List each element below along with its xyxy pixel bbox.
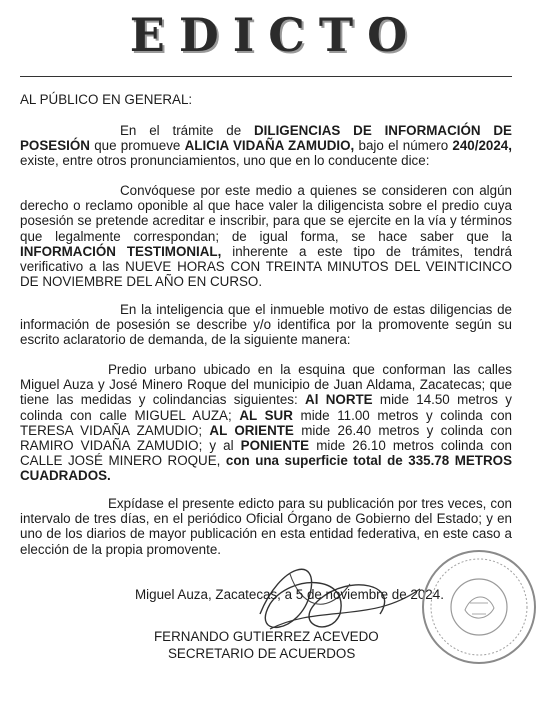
signer-title: SECRETARIO DE ACUERDOS — [168, 646, 356, 661]
signer-name: FERNANDO GUTIERREZ ACEVEDO — [154, 629, 379, 644]
paragraph-property-intro: En la inteligencia que el inmueble motivo de estas diligencias de información de posesión se describe y/o identifica por la promovente según su escrito aclaratorio de demanda, de la siguiente manera: — [20, 302, 512, 348]
testimonial-info: INFORMACIÓN TESTIMONIAL, — [20, 243, 222, 259]
official-seal-stamp — [420, 548, 538, 666]
salutation: AL PÚBLICO EN GENERAL: — [20, 92, 193, 107]
promoter-name: ALICIA VIDAÑA ZAMUDIO, — [184, 138, 355, 154]
paragraph-convocation: Convóquese por este medio a quienes se consideren con algún derecho o reclamo oponible al que hace valer la diligencista sobre el predio cuya posesión se pretende acreditar e inscribir, para que se ejercite en la vía y términos que legalmente correspondan; de igual forma, se hace saber que la INFORMACIÓN TESTIMONIAL, inherente a este tipo de trámites, tendrá verificativo a las NUEVE HORAS CON TREINTA MINUTOS DEL VEINTICINCO DE NOVIEMBRE DEL AÑO EN CURSO. — [20, 183, 512, 290]
paragraph-procedure: En el trámite de DILIGENCIAS DE INFORMACIÓN DE POSESIÓN que promueve ALICIA VIDAÑA ZAMUDIO, bajo el número 240/2024, existe, entre otros pronunciamientos, uno que en lo conducente dice: — [20, 123, 512, 169]
place-and-date: Miguel Auza, Zacatecas, a 5 de noviembre de 2024. — [135, 587, 444, 602]
procedure-name: DILIGENCIAS DE INFORMACIÓN DE POSESIÓN — [20, 123, 512, 154]
title-divider — [20, 76, 512, 77]
total-surface: con una superficie total de 335.78 METROS CUADRADOS. — [20, 453, 513, 484]
paragraph-property-description: Predio urbano ubicado en la esquina que conforman las calles Miguel Auza y José Minero Roque del municipio de Juan Aldama, Zacatecas; que tiene las medidas y colindancias siguientes: Al NORTE mide 14.50 metros y colinda con calle MIGUEL AUZA; AL SUR mide 11.00 metros y colinda con TERESA VIDAÑA ZAMUDIO; AL ORIENTE mide 26.40 metros y colinda con RAMIRO VIDAÑA ZAMUDIO; y al PONIENTE mide 26.10 metros colinda con CALLE JOSÉ MINERO ROQUE, con una superficie total de 335.78 METROS CUADRADOS. — [20, 362, 513, 484]
document-title: EDICTO — [129, 8, 422, 62]
case-number: 240/2024, — [452, 138, 512, 154]
paragraph-publication: Expídase el presente edicto para su publicación por tres veces, con intervalo de tres días, en el periódico Oficial Órgano de Gobierno del Estado; y en uno de los diarios de mayor publicación en esta entidad federativa, en este caso a elección de la propia promovente. — [20, 496, 512, 557]
